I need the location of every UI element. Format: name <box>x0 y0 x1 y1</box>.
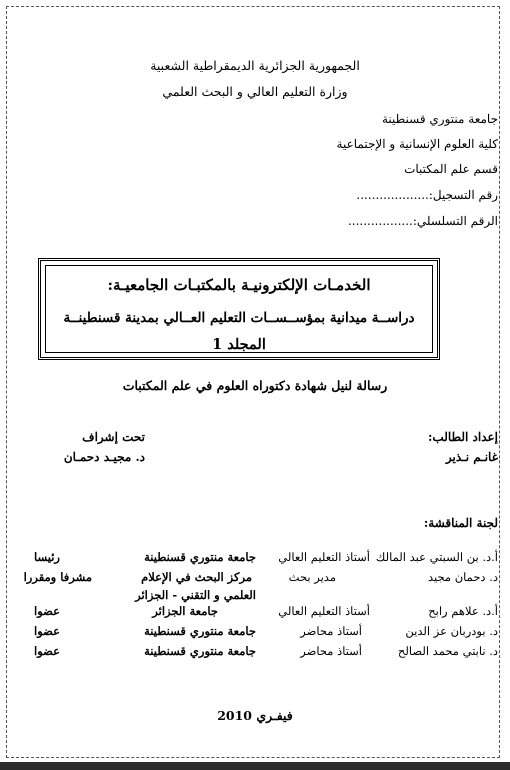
student-name: غانـم نـذير <box>445 450 498 464</box>
member-role: مشرفا ومقررا <box>23 570 92 584</box>
member-institution: جامعة الجزائر <box>152 604 218 618</box>
ministry-name: وزارة التعليم العالي و البحث العلمي <box>162 84 348 99</box>
supervisor-name: د. مجيـد دحمـان <box>63 450 145 464</box>
thesis-title-box <box>38 258 440 360</box>
member-institution: مركز البحث في الإعلام <box>141 570 252 584</box>
registration-number: رقم التسجيل:................... <box>356 188 498 202</box>
thesis-title-line2: دراســة ميدانية بمؤســســات التعليم العــالي بمدينة قسنطينــة <box>63 310 415 326</box>
serial-number: الرقم التسلسلي:................. <box>347 214 498 228</box>
thesis-volume: المجلد 1 <box>212 336 266 353</box>
member-institution: جامعة منتوري قسنطينة <box>144 644 256 658</box>
member-institution: جامعة منتوري قسنطينة <box>144 550 256 564</box>
committee-label: لجنة المناقشة: <box>423 516 498 530</box>
member-name: أ.د. علاهم رابح <box>428 604 498 618</box>
member-role: عضوا <box>34 604 60 618</box>
member-name: أ.د. بن السبتي عبد المالك <box>375 550 498 564</box>
member-role: عضوا <box>34 624 60 638</box>
member-role: رئيسا <box>34 550 60 564</box>
member-rank: أستاذ التعليم العالي <box>278 604 370 618</box>
member-institution: جامعة منتوري قسنطينة <box>144 624 256 638</box>
supervisor-label: تحت إشراف <box>82 430 145 444</box>
member-name: د. نابتي محمد الصالح <box>397 644 498 658</box>
member-rank: أستاذ محاضر <box>300 624 362 638</box>
bottom-bar <box>0 762 510 770</box>
thesis-subtitle: رسالة لنيل شهادة دكتوراه العلوم في علم المكتبات <box>122 378 388 393</box>
member-institution-line2: العلمي و التقني - الجزائر <box>135 588 256 602</box>
faculty-name: كلية العلوم الإنسانية و الإجتماعية <box>336 137 498 151</box>
republic-name: الجمهورية الجزائرية الديمقراطية الشعبية <box>150 58 360 73</box>
member-rank: أستاذ محاضر <box>300 644 362 658</box>
student-label: إعداد الطالب: <box>427 430 498 444</box>
submission-date: فيفـري 2010 <box>217 708 293 723</box>
member-rank: مدير بحث <box>288 570 336 584</box>
university-name: جامعة منتوري قسنطينة <box>382 112 498 126</box>
member-name: د. دحمان مجيد <box>427 570 498 584</box>
thesis-title-line1: الخدمـات الإلكترونيـة بالمكتبـات الجامعيـة: <box>107 276 371 294</box>
member-role: عضوا <box>34 644 60 658</box>
member-name: د. بودربان عز الدين <box>405 624 498 638</box>
department-name: قسم علم المكتبات <box>404 162 498 176</box>
member-rank: أستاذ التعليم العالي <box>278 550 370 564</box>
